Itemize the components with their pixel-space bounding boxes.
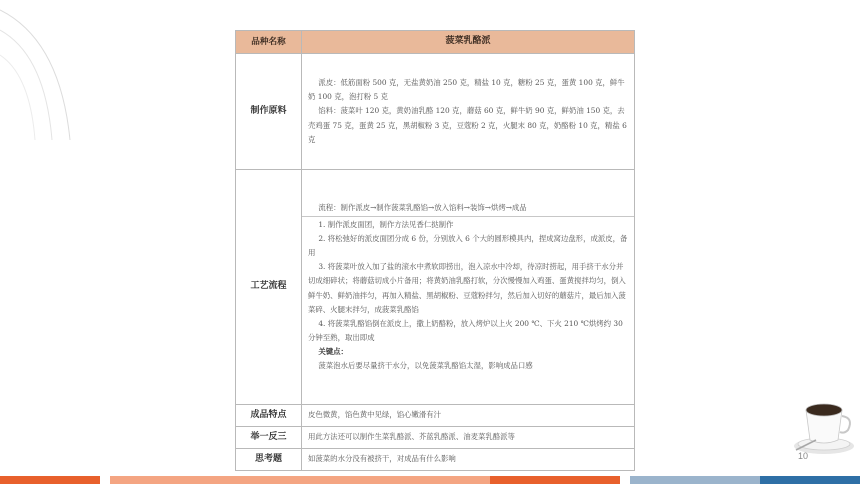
header-variety-label: 品种名称 bbox=[236, 31, 302, 54]
footer-segment-6 bbox=[630, 476, 760, 484]
page-number: 10 bbox=[797, 451, 808, 461]
table-row-features bbox=[236, 405, 635, 427]
footer-segment-5 bbox=[620, 476, 630, 484]
filling-ingredients: 馅料：菠菜叶 120 克，黄奶油乳酪 120 克，蘑菇 60 克，鲜牛奶 90 克，鲜奶油 150 克，去壳鸡蛋 75 克，蛋黄 25 克，黑胡椒粉 3 克，豆蔻粉 2 克，火腿末 80 克，奶酪粉 10 克，精盐 6 克 bbox=[308, 106, 627, 144]
features-text: 皮色微黄，馅色黄中见绿，馅心嫩滑有汁 bbox=[302, 405, 635, 427]
footer-color-bar bbox=[0, 476, 860, 484]
process-step-1: 1. 制作派皮面团，制作方法见香仁挞制作 bbox=[318, 220, 454, 230]
category-features: 成品特点 bbox=[236, 405, 302, 427]
ingredients-content bbox=[302, 54, 635, 170]
key-points-label: 关键点： bbox=[318, 346, 348, 356]
footer-segment-2 bbox=[100, 476, 110, 484]
process-step-3: 3. 将菠菜叶放入加了盐的滚水中煮软即捞出，泡入凉水中冷却，待凉时捞起，用手挤干水分并切成细碎状；将蘑菇切成小片备用；将黄奶油乳酪打软，分次慢慢加入鸡蛋、蛋黄搅拌均匀，倒入鲜牛奶、鲜奶油拌匀，再加入精盐、黑胡椒粉、豆蔻粉拌匀，然后加入切好的蘑菇片，最后加入菠菜碎、火腿末拌匀，成菠菜乳酪馅 bbox=[308, 262, 626, 314]
table-row-question bbox=[236, 449, 635, 471]
category-variations: 举一反三 bbox=[236, 427, 302, 449]
table-row-process bbox=[236, 170, 635, 405]
variations-text: 用此方法还可以制作生菜乳酪派、芥蓝乳酪派、油麦菜乳酪派等 bbox=[302, 427, 635, 449]
corner-decoration bbox=[0, 0, 120, 140]
crust-ingredients: 派皮：低筋面粉 500 克，无盐黄奶油 250 克，精盐 10 克，糖粉 25 克，蛋黄 100 克，鲜牛奶 100 克，泡打粉 5 克 bbox=[308, 78, 625, 102]
footer-segment-1 bbox=[0, 476, 100, 484]
coffee-cup-image bbox=[788, 388, 860, 458]
recipe-table bbox=[235, 30, 635, 471]
category-ingredients: 制作原料 bbox=[236, 54, 302, 170]
footer-segment-3 bbox=[110, 476, 490, 484]
category-process: 工艺流程 bbox=[236, 170, 302, 405]
table-row-variations bbox=[236, 427, 635, 449]
footer-segment-7 bbox=[760, 476, 860, 484]
process-flow: 流程：制作派皮→制作菠菜乳酪馅→放入馅料→装饰→烘烤→成品 bbox=[318, 203, 527, 213]
category-question: 思考题 bbox=[236, 449, 302, 471]
table-row-ingredients bbox=[236, 54, 635, 170]
process-steps bbox=[302, 216, 634, 373]
header-dish-name: 菠菜乳酪派 bbox=[302, 31, 635, 54]
question-text: 如菠菜的水分没有被挤干，对成品有什么影响 bbox=[302, 449, 635, 471]
process-step-2: 2. 将松弛好的派皮面团分成 6 份，分别放入 6 个大的圆形模具内，捏成窝边盘形，成派皮，备用 bbox=[308, 234, 628, 258]
table-header-row bbox=[236, 31, 635, 54]
key-points-text: 菠菜泡水后要尽量挤干水分，以免菠菜乳酪馅太湿，影响成品口感 bbox=[318, 360, 533, 370]
process-step-4: 4. 将菠菜乳酪馅倒在派皮上，撒上奶酪粉，放入烤炉以上火 200 ℃、下火 210 ℃烘烤约 30 分钟至熟，取出即成 bbox=[308, 318, 623, 342]
process-content bbox=[302, 170, 635, 405]
footer-segment-4 bbox=[490, 476, 620, 484]
